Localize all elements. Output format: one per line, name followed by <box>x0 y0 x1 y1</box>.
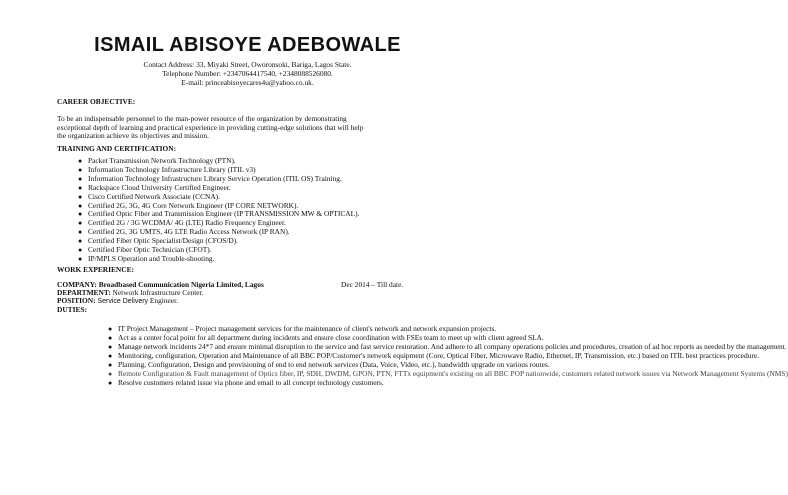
training-item: ● Certified Fiber Optic Technician (CFOT). <box>78 245 212 255</box>
training-heading: TRAINING AND CERTIFICATION: <box>57 144 177 153</box>
candidate-name: ISMAIL ABISOYE ADEBOWALE <box>94 34 401 56</box>
duties-line <box>57 306 87 315</box>
bullet-icon: ● <box>78 246 83 255</box>
training-item: ● Packet Transmission Network Technology (PTN). <box>78 156 236 165</box>
company-name: Broadbased Communication Nigeria Limited, Lagos <box>98 280 264 289</box>
bullet-icon: ● <box>108 333 113 342</box>
career-line: To be an indispensable personnel to the man-power resource of the organization by demonstrating <box>57 114 347 123</box>
training-item: ● Cisco Certified Network Associate (CCNA). <box>78 191 220 201</box>
career-line: exceptional depth of learning and practical experience in providing cutting-edge solutions that will help <box>57 122 364 132</box>
bullet-icon: ● <box>78 219 83 228</box>
bullet-icon: ● <box>78 210 83 219</box>
bullet-icon: ● <box>108 351 113 360</box>
employment-dates: Dec 2014 – Till date. <box>341 280 404 289</box>
bullet-icon: ● <box>78 157 83 165</box>
career-line: the organization achieve its objectives and mission. <box>57 131 209 141</box>
department-label: DEPARTMENT: <box>57 288 111 297</box>
duty-item: ● Act as a center focal point for all department during incidents and ensure close coordination with FSEs team to meet up with client agreed SLA. <box>108 332 544 342</box>
training-item: ● Certified Optic Fiber and Transmission Engineer (IP TRANSMISSION MW & OPTICAL). <box>78 209 360 219</box>
training-list <box>78 156 360 264</box>
bullet-icon: ● <box>108 378 113 387</box>
position-suffix: Engineer. <box>149 296 179 305</box>
duty-item: ● Manage network incidents 24*7 and ensure minimal disruption to the service and fast service restoration. And adhere to all company operations policies and procedures, creation of ad hoc reports as needed by the management. <box>108 341 787 351</box>
duty-item: ● Monitoring, configuration, Operation and Maintenance of all BBC POP/Customer's network equipment (Core, Optical Fiber, Microwave Radio, Ethernet, IP, Transmission, etc.) based on ITIL best practices procedure. <box>108 350 759 360</box>
bullet-icon: ● <box>108 369 113 378</box>
company-label: COMPANY: <box>57 280 97 289</box>
career-objective-heading: CAREER OBJECTIVE: <box>57 97 136 106</box>
contact-block <box>0 60 495 87</box>
career-objective-text <box>57 115 457 141</box>
contact-email: E-mail: princeabisoyecares4u@yahoo.co.uk. <box>181 78 314 87</box>
bullet-icon: ● <box>78 228 83 237</box>
training-item: ● Certified 2G, 3G, 4G Core Network Engineer (IP CORE NETWORK). <box>78 200 299 210</box>
bullet-icon: ● <box>78 201 83 210</box>
training-item: ● Rackspace Cloud University Certified Engineer. <box>78 182 231 192</box>
training-item: ● Certified 2G, 3G UMTS, 4G LTE Radio Access Network (IP RAN). <box>78 227 290 237</box>
contact-address: Contact Address: 33, Miyaki Street, Oworonsoki, Bariga, Lagos State. <box>143 60 352 69</box>
duty-item: ● Resolve customers related issue via phone and email to all concept technology customers. <box>108 377 384 387</box>
position-label: POSITION: <box>57 296 96 305</box>
bullet-icon: ● <box>78 192 83 201</box>
training-item: ● Information Technology Infrastructure Library Service Operation (ITIL OS) Training. <box>78 173 342 183</box>
duties-list <box>108 324 788 388</box>
duties-label: DUTIES: <box>57 305 87 314</box>
bullet-icon: ● <box>78 183 83 192</box>
contact-telephone: Telephone Number: +2347064417540, +2348088526080. <box>162 69 333 78</box>
bullet-icon: ● <box>78 254 83 263</box>
training-item: ● IP/MPLS Operation and Trouble-shooting. <box>78 253 215 263</box>
training-item: ● Information Technology Infrastructure Library (ITIL v3) <box>78 164 256 174</box>
duty-item: ● IT Project Management – Project management services for the maintenance of client's network and network expansion projects. <box>108 324 497 333</box>
duty-item: ● Remote Configuration & Fault management of Optics fiber, IP, SDH, DWDM, GPON, PTN, FTTx equipment's existing on all BBC POP nationwide, customers related network issues via Network Management Systems (NMS) <box>108 368 788 378</box>
bullet-icon: ● <box>78 174 83 183</box>
training-item: ● Certified 2G / 3G WCDMA/ 4G (LTE) Radio Frequency Engineer. <box>78 218 286 228</box>
bullet-icon: ● <box>78 237 83 246</box>
duty-item: ● Planning, Configuration, Design and provisioning of end to end network services (Data, Voice, Video, etc.), bandwidth upgrade on various routes. <box>108 359 550 369</box>
bullet-icon: ● <box>78 165 83 174</box>
department-value: Network Infrastructure Center. <box>112 288 204 297</box>
bullet-icon: ● <box>108 360 113 369</box>
position-value: Service Delivery <box>97 298 149 305</box>
training-item: ● Certified Fiber Optic Specialist/Design (CFOS/D). <box>78 236 239 246</box>
bullet-icon: ● <box>108 342 113 351</box>
bullet-icon: ● <box>108 325 113 333</box>
work-experience-heading: WORK EXPERIENCE: <box>57 265 134 274</box>
